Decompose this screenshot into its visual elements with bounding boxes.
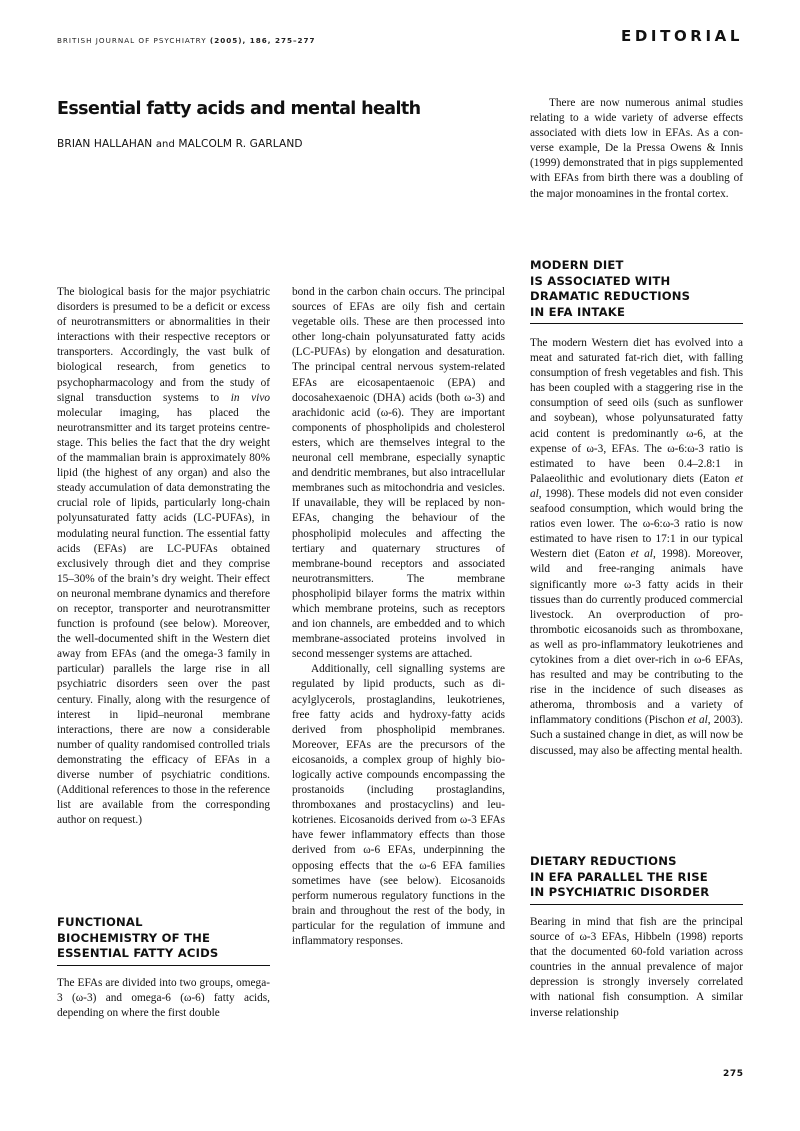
section-label: EDITORIAL (621, 27, 743, 45)
citation: (2005), 186, 275–277 (209, 36, 316, 45)
text: , 1998). These models did not even consider seafood consumption, which would bring the ratios even lower. The ω-6:ω-3 ratio is now estimated to have risen to 17:1 in our typical Western diet (Eaton (530, 487, 743, 561)
heading-line: BIOCHEMISTRY OF THE (57, 930, 211, 945)
text: , 1998). Moreover, wild and free-ranging animals have significantly more ω-3 fatty acids in their tissues than do currently produced commercial livestock. An overproduction of pro-thrombotic eicosanoids such as thromboxane, as well as pro-inflammatory leukotrienes and cytokines from a diet over-rich in ω-6 EFAs, has resulted and may be contributing to the rise in the incidence of such diseases as atheroma, thrombosis and a variety of inflammatory conditions (Pischon (530, 548, 743, 727)
italic-et-al: et al (630, 548, 653, 561)
heading-line: DRAMATIC REDUCTIONS (530, 289, 691, 303)
section-heading-dietary-reductions (530, 854, 743, 905)
italic-et-al: et al (687, 714, 708, 727)
heading-line: IN EFA PARALLEL THE RISE (530, 869, 708, 884)
text: , 2003). Such a sustained change in diet, as will now be discussed, may also be affecting mental health. (530, 714, 743, 757)
intro-paragraph (57, 285, 270, 828)
functional-paragraph-4: There are now numerous animal studies relating to a wide variety of adverse effects associated with diets low in EFAs. As a converse example, De la Pressa Owens & Innis (1999) demonstrated that in pigs supplemented with EFAs from birth there was a doubling of the major monoamines in the frontal cortex. (530, 97, 743, 200)
article-title: Essential fatty acids and mental health (57, 99, 421, 119)
column-right-top (530, 96, 743, 202)
heading-line: IS ASSOCIATED WITH (530, 273, 671, 288)
dietary-reductions-paragraph: Bearing in mind that fish are the principal source of ω-3 EFAs, Hibbeln (1998) reports that the documented 60-fold variation across countries in the annual prevalence of major depression is strongly inversely correlated with national fish consumption. A similar inverse relationship (530, 916, 743, 1019)
heading-line: FUNCTIONAL (57, 915, 143, 929)
text: The modern Western diet has evolved into a meat and saturated fat-rich diet, with falling consumption of fresh vegetables and fish. This has been coupled with a staggering rise in the consumption of seed oils (such as sunflower and soybean), whose polyunsaturated fatty acid content is predominantly ω-6, at the expense of ω-3, EFAs. The ω-6:ω-3 ratio is estimated to have been 0.4–2.8:1 in Palaeolithic and evolutionary diets (Eaton (530, 337, 743, 485)
functional-paragraph-2: bond in the carbon chain occurs. The principal sources of EFAs are oily fish and certain vegetable oils. These are then processed into other long-chain polyunsaturated fatty acids (LC-PUFAs) by elongation and desaturation. The principal central nervous system-related EFAs are eicosapentaenoic (EPA) and docosahexaenoic (DHA) acids (both ω-3) and arachidonic acid (ω-6). They are important components of phospholipids and cholesterol esters, which are themselves integral to the neuronal cell membrane, especially synaptic and dendritic membranes, but also intracellular membranes such as mitochondria and vesicles. If unavailable, they will be replaced by non-EFAs, changing the behaviour of the phospholipid molecules and affecting the tertiary and quaternary structures of membrane-bound receptors and associated neurotransmitters. The membrane phospholipid bilayer forms the matrix within which membrane proteins, such as receptors and ion channels, are embedded and to which membrane-associated proteins involved in second messenger systems are attached. (292, 286, 505, 661)
intro-text-cont: molecular imaging, has placed the neurotransmitter and its target proteins centre-stage. This belies the fact that the dry weight of the mammalian brain is approximately 80% lipid (the highest of any organ) and also the steady accumulation of data demonstrating the crucial role of lipids, particularly long-chain polyunsaturated fatty acids (LC-PUFAs), in modulating neural function. The essential fatty acids (EFAs) are LC-PUFAs obtained exclusively through diet and they comprise 15–30% of the brain’s dry weight. Their effect on neuronal membrane dynamics and therefore on receptor, transporter and neurotransmitter function is profound (see below). Moreover, the well-documented shift in the Western diet away from EFAs (and the omega-3 family in particular) parallels the large rise in all psychiatric disorders seen over the past century. Finally, along with the resurgence of interest in lipid–neuronal membrane interactions, there are now a considerable number of quality randomised controlled trials demonstrating the efficacy of EFAs in a diverse number of psychiatric conditions. (Additional references to those in the reference list are available from the corresponding author on request.) (57, 406, 270, 827)
heading-line: ESSENTIAL FATTY ACIDS (57, 946, 219, 960)
heading-line: MODERN DIET (530, 258, 624, 272)
italic-et-al: et al (530, 472, 743, 500)
column-left-lower (57, 976, 270, 1021)
author-1: BRIAN HALLAHAN (57, 138, 153, 150)
column-right-lower (530, 915, 743, 1021)
article-authors (57, 138, 303, 150)
intro-text: The biological basis for the major psychiatric disorders is presumed to be a deficit or excess of neurotransmitters or abnormalities in their interactions with their respective receptors or transporters. Accordingly, the vast bulk of biological research, from genetics to psychopharmacology and from the study of signal transduction systems to (57, 286, 270, 404)
modern-diet-paragraph (530, 336, 743, 759)
heading-line: IN EFA INTAKE (530, 304, 626, 319)
column-left (57, 285, 270, 828)
heading-line: DIETARY REDUCTIONS (530, 854, 677, 868)
author-conjunction: and (155, 139, 175, 150)
author-2: MALCOLM R. GARLAND (178, 138, 303, 150)
journal-name: BRITISH JOURNAL OF PSYCHIATRY (57, 36, 207, 45)
functional-paragraph-1: The EFAs are divided into two groups, omega-3 (ω-3) and omega-6 (ω-6) fatty acids, depending on where the first double (57, 977, 270, 1020)
intro-italic: in vivo (230, 391, 270, 404)
page-number: 275 (723, 1069, 744, 1079)
running-head (57, 36, 316, 45)
column-middle (292, 285, 505, 949)
section-heading-modern-diet (530, 258, 743, 324)
heading-line: IN PSYCHIATRIC DISORDER (530, 885, 710, 899)
column-right (530, 258, 743, 759)
functional-paragraph-3: Additionally, cell signalling systems are regulated by lipid products, such as diacylglycerols, prostaglandins, leukotrienes, free fatty acids and hydroxy-fatty acids derived from phospholipid membranes. Moreover, EFAs are the precursors of the eicosanoids, a complex group of highly biologically active compounds encompassing the prostanoids (including prostaglandins, thromboxanes and prostacyclins) and leukotrienes. Eicosanoids derived from ω-3 EFAs have fewer inflammatory effects than those derived from ω-6 EFAs, underpinning the opposing effects that the ω-6 EFA families sometimes have (see below). Eicosanoids perform numerous regulatory functions in the brain and throughout the rest of the body, in particular for the regulation of immune and inflammatory responses. (292, 663, 505, 948)
section-heading-functional-biochemistry (57, 915, 270, 966)
